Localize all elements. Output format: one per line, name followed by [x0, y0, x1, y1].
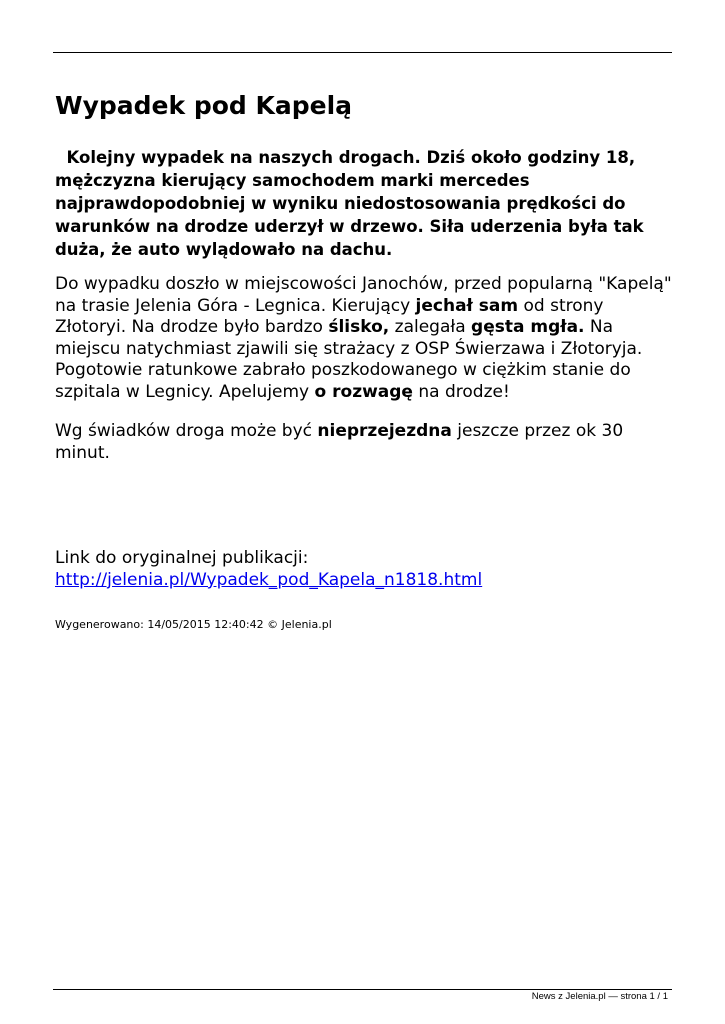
text-segment: jeszcze przez ok 30 minut. — [55, 421, 624, 463]
text-segment: Do wypadku doszło w miejscowości Janochów, przed popularną "Kapelą" na trasie Jelenia Góra - Legnica. Kierujący — [55, 274, 672, 316]
article-paragraph-1 — [55, 274, 675, 404]
header-divider — [53, 52, 672, 53]
source-block — [55, 548, 675, 591]
generated-note: Wygenerowano: 14/05/2015 12:40:42 © Jelenia.pl — [55, 618, 332, 631]
text-segment: Wg świadków droga może być — [55, 421, 318, 441]
footer-divider — [53, 989, 672, 990]
emphasis-text: o rozwagę — [314, 381, 413, 402]
article-title: Wypadek pod Kapelą — [55, 91, 353, 120]
text-segment: zalegała — [389, 317, 472, 338]
source-link[interactable]: http://jelenia.pl/Wypadek_pod_Kapela_n1818.html — [55, 569, 483, 590]
source-label: Link do oryginalnej publikacji: — [55, 548, 309, 568]
emphasis-text: nieprzejezdna — [317, 421, 452, 441]
article-lead — [55, 146, 675, 261]
emphasis-text: ślisko, — [328, 317, 390, 338]
text-segment: Na miejscu natychmiast zjawili się strażacy z OSP Świerzawa i Złotoryja. Pogotowie ratunkowe zabrało poszkodowanego w ciężkim stanie do szpitala w Legnicy. Apelujemy — [55, 317, 643, 402]
text-segment: na drodze! — [412, 381, 510, 402]
page-footer: News z Jelenia.pl — strona 1 / 1 — [531, 991, 668, 1002]
text-segment: od strony Złotoryi. Na drodze było bardzo — [55, 295, 604, 338]
article-lead-text: Kolejny wypadek na naszych drogach. Dziś około godziny 18, mężczyzna kierujący samochodem marki mercedes najprawdopodobniej w wyniku niedostosowania prędkości do warunków na drodze uderzył w drzewo. Siła uderzenia była tak duża, że auto wylądowało na dachu. — [55, 148, 644, 259]
article-paragraph-2 — [55, 421, 675, 464]
emphasis-text: jechał sam — [415, 295, 519, 316]
emphasis-text: gęsta mgła. — [471, 317, 585, 338]
